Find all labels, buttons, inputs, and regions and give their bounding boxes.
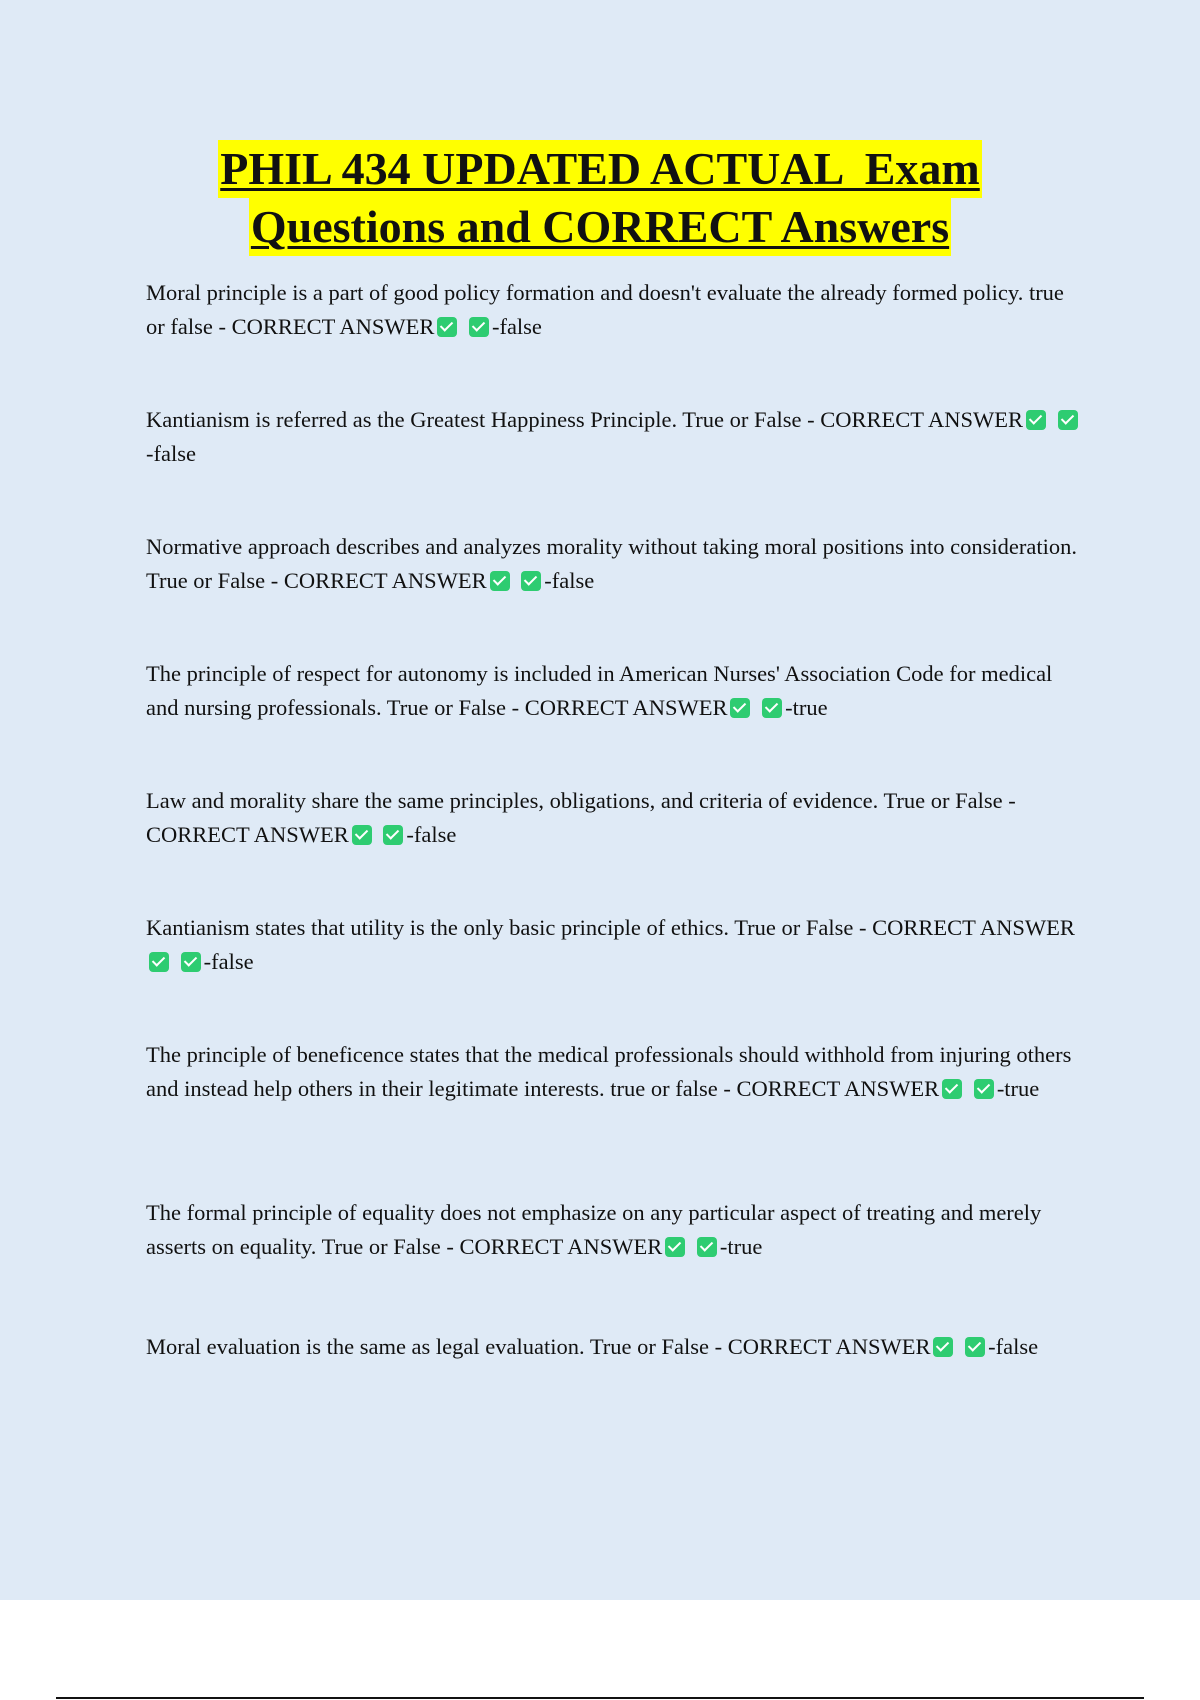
question-text: Moral evaluation is the same as legal evaluation. True or False - CORRECT ANSWER <box>146 1334 931 1359</box>
green-check-mark-icon <box>730 698 750 718</box>
question-text: Moral principle is a part of good policy formation and doesn't evaluate the already formed policy. true or false - CORRECT ANSWER <box>146 280 1064 339</box>
qa-item <box>146 1038 1086 1106</box>
green-check-mark-icon <box>965 1337 985 1357</box>
answer-text: -true <box>785 695 828 720</box>
document-title <box>0 140 1200 256</box>
title-line-1: PHIL 434 UPDATED ACTUAL Exam <box>218 140 982 198</box>
answer-text: -false <box>406 822 457 847</box>
green-check-mark-icon <box>665 1237 685 1257</box>
answer-text: -false <box>988 1334 1039 1359</box>
green-check-mark-icon <box>521 571 541 591</box>
qa-item <box>146 1196 1086 1264</box>
qa-item <box>146 530 1086 598</box>
answer-text: -true <box>996 1076 1040 1101</box>
question-text: Kantianism states that utility is the only basic principle of ethics. True or False - CORRECT ANSWER <box>146 915 1075 940</box>
qa-item <box>146 911 1086 979</box>
answer-text: -false <box>544 568 595 593</box>
answer-text: -false <box>491 314 542 339</box>
answer-text: -false <box>146 441 196 466</box>
green-check-mark-icon <box>437 317 457 337</box>
green-check-mark-icon <box>1026 410 1046 430</box>
qa-item <box>146 657 1086 725</box>
green-check-mark-icon <box>149 952 169 972</box>
answer-text: -true <box>719 1234 763 1259</box>
question-text: The principle of respect for autonomy is included in American Nurses' Association Code for medical and nursing professionals. True or False - CORRECT ANSWER <box>146 661 1053 720</box>
qa-item <box>146 1330 1038 1364</box>
question-text: Kantianism is referred as the Greatest Happiness Principle. True or False - CORRECT ANSWER <box>146 407 1023 432</box>
question-text: Normative approach describes and analyzes morality without taking moral positions into consideration. True or False - CORRECT ANSWER <box>146 534 1078 593</box>
green-check-mark-icon <box>942 1079 962 1099</box>
green-check-mark-icon <box>469 317 489 337</box>
green-check-mark-icon <box>697 1237 717 1257</box>
qa-item <box>146 276 1086 344</box>
green-check-mark-icon <box>762 698 782 718</box>
footer-divider <box>56 1697 1144 1699</box>
qa-item <box>146 784 1086 852</box>
green-check-mark-icon <box>1058 410 1078 430</box>
green-check-mark-icon <box>352 825 372 845</box>
title-line-2: Questions and CORRECT Answers <box>249 198 951 256</box>
question-text: Law and morality share the same principles, obligations, and criteria of evidence. True or False - CORRECT ANSWER <box>146 788 1016 847</box>
green-check-mark-icon <box>974 1079 994 1099</box>
question-text: The formal principle of equality does not emphasize on any particular aspect of treating and merely asserts on equality. True or False - CORRECT ANSWER <box>146 1200 1042 1259</box>
green-check-mark-icon <box>181 952 201 972</box>
answer-text: -false <box>203 949 254 974</box>
question-text: The principle of beneficence states that the medical professionals should withhold from injuring others and instead help others in their legitimate interests. true or false - CORRECT ANSWER <box>146 1042 1072 1101</box>
green-check-mark-icon <box>490 571 510 591</box>
green-check-mark-icon <box>383 825 403 845</box>
green-check-mark-icon <box>933 1337 953 1357</box>
qa-item <box>146 403 1086 471</box>
